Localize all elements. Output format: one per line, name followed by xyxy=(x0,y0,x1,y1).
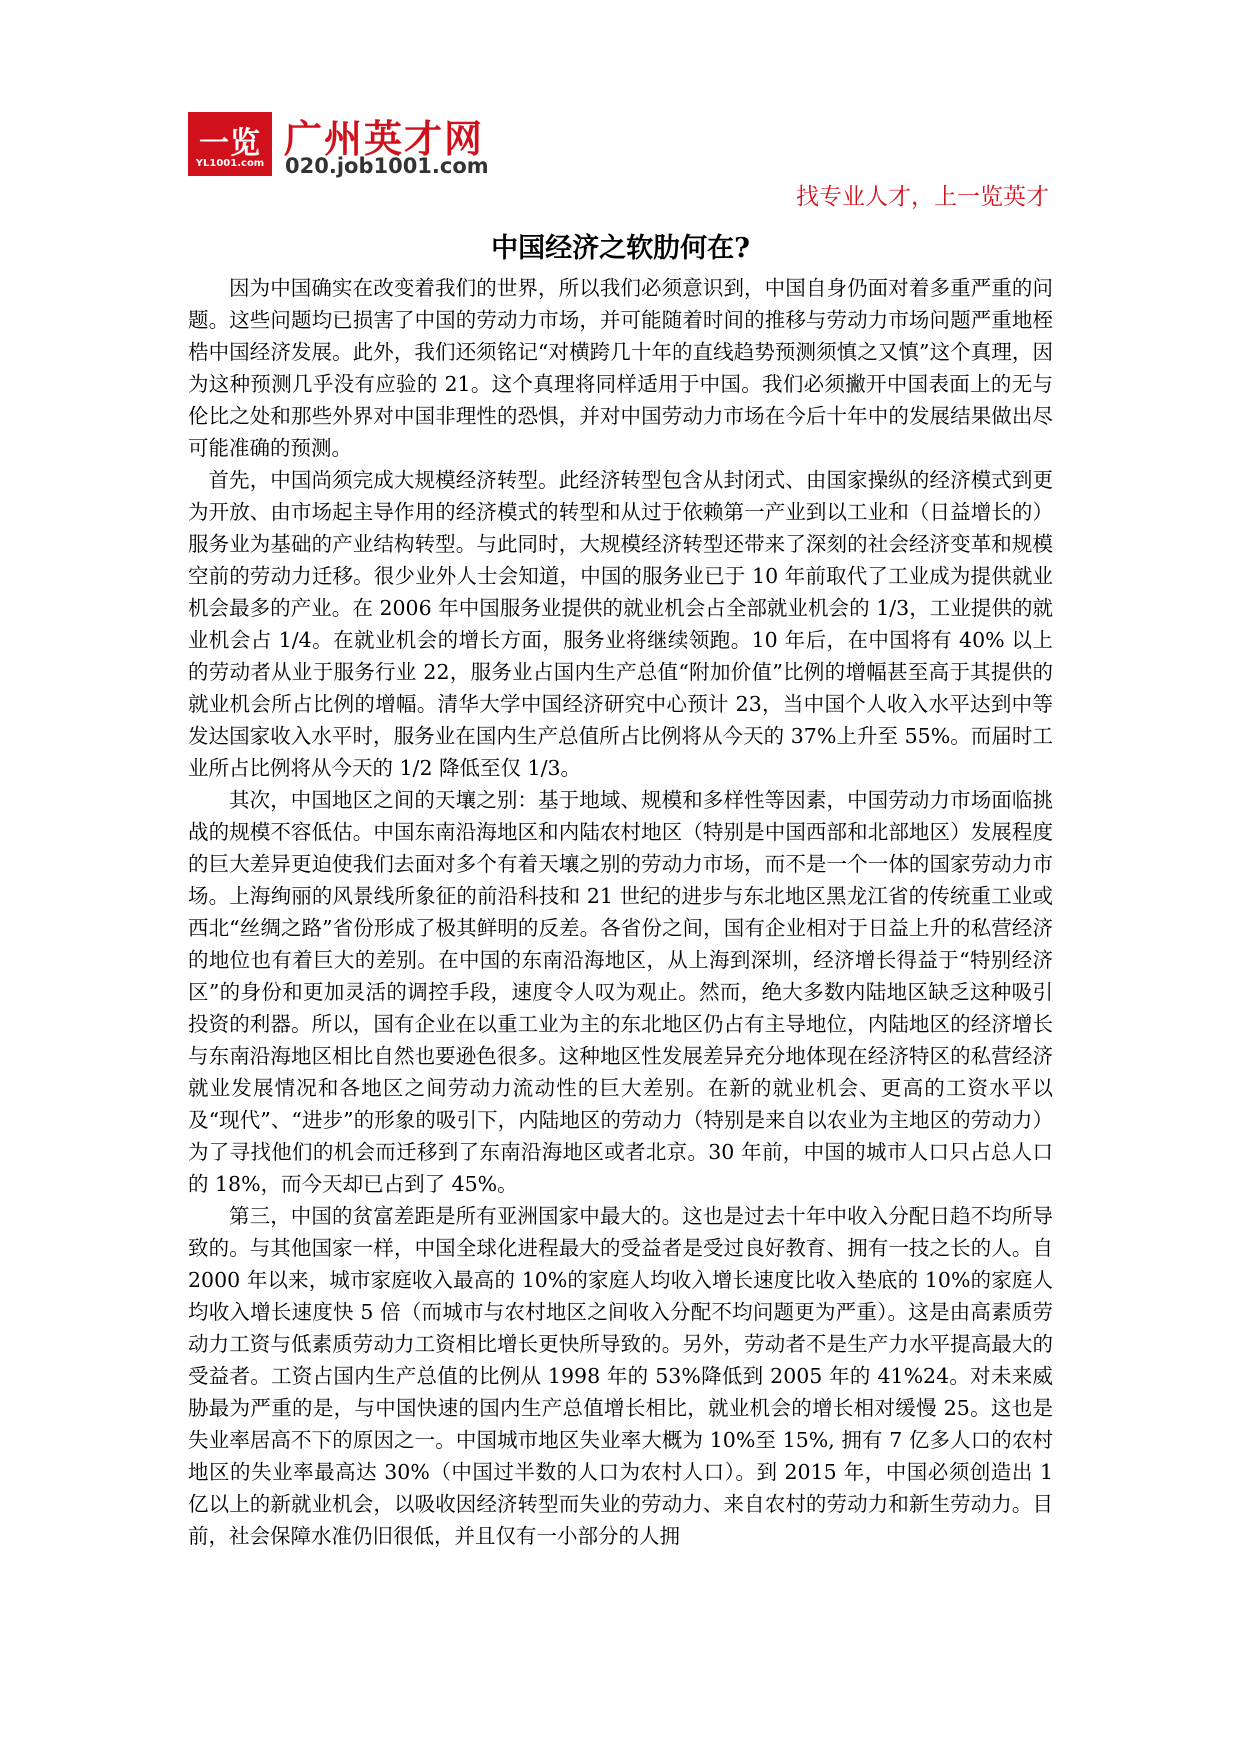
site-header xyxy=(188,112,528,182)
logo-badge[interactable] xyxy=(188,112,272,176)
paragraph-second-point: 其次，中国地区之间的天壤之别：基于地域、规模和多样性等因素，中国劳动力市场面临挑战的规模不容低估。中国东南沿海地区和内陆农村地区（特别是中国西部和北部地区）发展程度的巨大差异更迫使我们去面对多个有着天壤之别的劳动力市场，而不是一个一体的国家劳动力市场。上海绚丽的风景线所象征的前沿科技和 21 世纪的进步与东北地区黑龙江省的传统重工业或西北“丝绸之路”省份形成了极其鲜明的反差。各省份之间，国有企业相对于日益上升的私营经济的地位也有着巨大的差别。在中国的东南沿海地区，从上海到深圳，经济增长得益于“特别经济区”的身份和更加灵活的调控手段，速度令人叹为观止。然而，绝大多数内陆地区缺乏这种吸引投资的利器。所以，国有企业在以重工业为主的东北地区仍占有主导地位，内陆地区的经济增长与东南沿海地区相比自然也要逊色很多。这种地区性发展差异充分地体现在经济特区的私营经济就业发展情况和各地区之间劳动力流动性的巨大差别。在新的就业机会、更高的工资水平以及“现代”、“进步”的形象的吸引下，内陆地区的劳动力（特别是来自以农业为主地区的劳动力）为了寻找他们的机会而迁移到了东南沿海地区或者北京。30 年前，中国的城市人口只占总人口的 18%，而今天却已占到了 45%。 xyxy=(188,788,1053,1196)
header-slogan: 找专业人才，上一览英才 xyxy=(796,184,1049,210)
document-title: 中国经济之软肋何在? xyxy=(491,233,750,264)
logo-badge-text: 一览 xyxy=(199,126,261,161)
paragraph-intro: 因为中国确实在改变着我们的世界，所以我们必须意识到，中国自身仍面对着多重严重的问题。这些问题均已损害了中国的劳动力市场，并可能随着时间的推移与劳动力市场问题严重地桎梏中国经济发展。此外，我们还须铭记“对横跨几十年的直线趋势预测须慎之又慎”这个真理，因为这种预测几乎没有应验的 21。这个真理将同样适用于中国。我们必须撇开中国表面上的无与伦比之处和那些外界对中国非理性的恐惧，并对中国劳动力市场在今后十年中的发展结果做出尽可能准确的预测。 xyxy=(188,276,1053,460)
logo-badge-domain: YL1001.com xyxy=(195,158,265,169)
paragraph-first-point: 首先，中国尚须完成大规模经济转型。此经济转型包含从封闭式、由国家操纵的经济模式到更为开放、由市场起主导作用的经济模式的转型和从过于依赖第一产业到以工业和（日益增长的）服务业为基础的产业结构转型。与此同时，大规模经济转型还带来了深刻的社会经济变革和规模空前的劳动力迁移。很少业外人士会知道，中国的服务业已于 10 年前取代了工业成为提供就业机会最多的产业。在 2006 年中国服务业提供的就业机会占全部就业机会的 1/3，工业提供的就业机会占 1/4。在就业机会的增长方面，服务业将继续领跑。10 年后，在中国将有 40% 以上的劳动者从业于服务行业 22，服务业占国内生产总值“附加价值”比例的增幅甚至高于其提供的就业机会所占比例的增幅。清华大学中国经济研究中心预计 23，当中国个人收入水平达到中等发达国家收入水平时，服务业在国内生产总值所占比例将从今天的 37%上升至 55%。而届时工业所占比例将从今天的 1/2 降低至仅 1/3。 xyxy=(188,468,1053,780)
paragraph-third-point: 第三，中国的贫富差距是所有亚洲国家中最大的。这也是过去十年中收入分配日趋不均所导致的。与其他国家一样，中国全球化进程最大的受益者是受过良好教育、拥有一技之长的人。自 2000 年以来，城市家庭收入最高的 10%的家庭人均收入增长速度比收入垫底的 10%的家庭人均收入增长速度快 5 倍（而城市与农村地区之间收入分配不均问题更为严重）。这是由高素质劳动力工资与低素质劳动力工资相比增长更快所导致的。另外，劳动者不是生产力水平提高最大的受益者。工资占国内生产总值的比例从 1998 年的 53%降低到 2005 年的 41%24。对未来威胁最为严重的是，与中国快速的国内生产总值增长相比，就业机会的增长相对缓慢 25。这也是失业率居高不下的原因之一。中国城市地区失业率大概为 10%至 15%, 拥有 7 亿多人口的农村地区的失业率最高达 30%（中国过半数的人口为农村人口）。到 2015 年，中国必须创造出 1 亿以上的新就业机会，以吸收因经济转型而失业的劳动力、来自农村的劳动力和新生劳动力。目前，社会保障水准仍旧很低，并且仅有一小部分的人拥 xyxy=(188,1204,1053,1548)
logo-site-name[interactable]: 广州英才网 xyxy=(284,117,485,161)
document-body xyxy=(188,272,1053,1552)
logo-site-url[interactable]: 020.job1001.com xyxy=(285,154,489,178)
